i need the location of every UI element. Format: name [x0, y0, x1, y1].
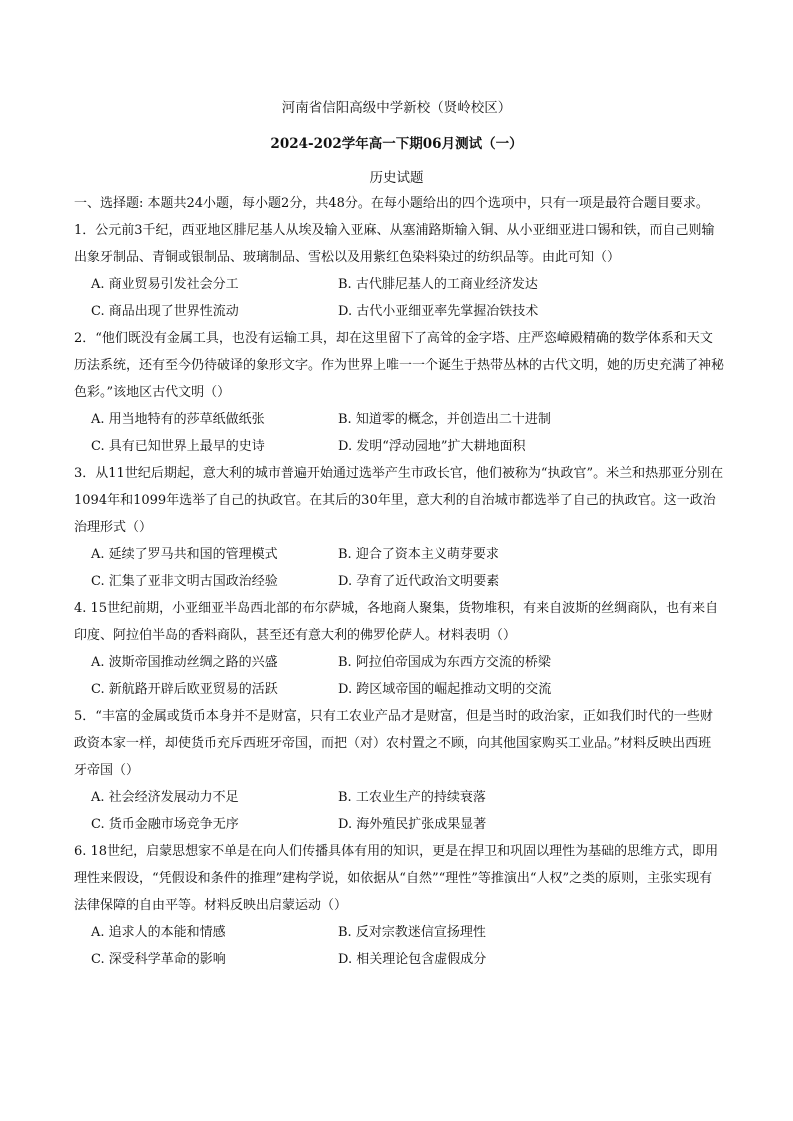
question-6 [74, 838, 724, 973]
option-c: C. 汇集了亚非文明古国政治经验 [91, 574, 278, 589]
option-c: C. 货币金融市场竞争无序 [91, 817, 239, 832]
option-a: A. 延续了罗马共和国的管理模式 [91, 547, 278, 562]
option-d: D. 古代小亚细亚率先掌握冶铁技术 [338, 304, 539, 319]
option-b: B. 迎合了资本主义萌芽要求 [338, 547, 499, 562]
option-a: A. 波斯帝国推动丝绸之路的兴盛 [91, 655, 278, 670]
option-d: D. 跨区域帝国的崛起推动文明的交流 [338, 682, 552, 697]
option-d: D. 相关理论包含虚假成分 [338, 952, 487, 967]
question-stem: 1．公元前3千纪，西亚地区腓尼基人从埃及输入亚麻、从塞浦路斯输入铜、从小亚细亚进口锡和铁，而自己则输出象牙制品、青铜或银制品、玻璃制品、雪松以及用紫红色染料染过的纺织品等。由此可知（） [74, 223, 715, 265]
question-stem: 3．从11世纪后期起，意大利的城市普遍开始通过选举产生市政长官，他们被称为“执政官”。米兰和热那亚分别在1094年和1099年选举了自己的执政官。在其后的30年里，意大利的自治城市都选举了自己的执政官。这一政治治理形式（） [74, 466, 724, 535]
question-stem: 6. 18世纪，启蒙思想家不单是在向人们传播具体有用的知识，更是在捍卫和巩固以理性为基础的思维方式，即用理性来假设，“凭假设和条件的推理”建构学说，如依据从“自然”“理性”等推演出“人权”之类的原则，主张实现有法律保障的自由平等。材料反映出启蒙运动（） [74, 844, 719, 913]
option-b: B. 知道零的概念，并创造出二十进制 [338, 412, 551, 427]
option-b: B. 阿拉伯帝国成为东西方交流的桥梁 [338, 655, 551, 670]
section-intro: 一、选择题: 本题共24小题，每小题2分，共48分。在每小题给出的四个选项中，只有一项是最符合题目要求。 [74, 196, 709, 211]
option-group [91, 919, 724, 973]
school-name: 河南省信阳高级中学新校（贤岭校区） [281, 100, 512, 116]
question-stem: 2．“他们既没有金属工具，也没有运输工具，却在这里留下了高耸的金字塔、庄严恣嶂殿精确的数学体系和天文历法系统，还有至今仍待破译的象形文字。作为世界上唯一一个诞生于热带丛林的古代文明，她的历史充满了神秘色彩。”该地区古代文明（） [74, 331, 725, 400]
option-d: D. 孕育了近代政治文明要素 [338, 574, 500, 589]
question-stem: 4. 15世纪前期，小亚细亚半岛西北部的布尔萨城，各地商人聚集，货物堆积，有来自波斯的丝绸商队，也有来自印度、阿拉伯半岛的香料商队，甚至还有意大利的佛罗伦萨人。材料表明（） [74, 601, 719, 643]
option-d: D. 海外殖民扩张成果显著 [338, 817, 487, 832]
option-c: C. 商品出现了世界性流动 [91, 304, 239, 319]
option-d: D. 发明“浮动园地”扩大耕地面积 [338, 439, 526, 454]
option-c: C. 新航路开辟后欧亚贸易的活跃 [91, 682, 278, 697]
option-b: B. 反对宗教迷信宣扬理性 [338, 925, 486, 940]
option-a: A. 用当地特有的莎草纸做纸张 [91, 412, 265, 427]
option-group [91, 271, 724, 325]
question-stem: 5．“丰富的金属或货币本身并不是财富，只有工农业产品才是财富，但是当时的政治家，正如我们时代的一些财政资本家一样，却使货币充斥西班牙帝国，而把（对）农村置之不顾，向其他国家购买工业品。”材料反映出西班牙帝国（） [74, 709, 713, 778]
question-list [74, 190, 724, 973]
option-group [91, 784, 724, 838]
option-c: C. 具有已知世界上最早的史诗 [91, 439, 265, 454]
question-1 [74, 217, 724, 325]
option-a: A. 社会经济发展动力不足 [91, 790, 239, 805]
option-a: A. 商业贸易引发社会分工 [91, 277, 239, 292]
exam-title: 2024-202学年高一下期06月测试（一） [270, 136, 523, 152]
subject-title: 历史试题 [369, 170, 424, 186]
option-group [91, 406, 724, 460]
option-group [91, 649, 724, 703]
question-4 [74, 595, 724, 703]
option-b: B. 工农业生产的持续衰落 [338, 790, 486, 805]
question-3 [74, 460, 724, 595]
option-c: C. 深受科学革命的影响 [91, 952, 226, 967]
option-a: A. 追求人的本能和情感 [91, 925, 226, 940]
option-b: B. 古代腓尼基人的工商业经济发达 [338, 277, 538, 292]
question-2 [74, 325, 724, 460]
question-5 [74, 703, 724, 838]
option-group [91, 541, 724, 595]
